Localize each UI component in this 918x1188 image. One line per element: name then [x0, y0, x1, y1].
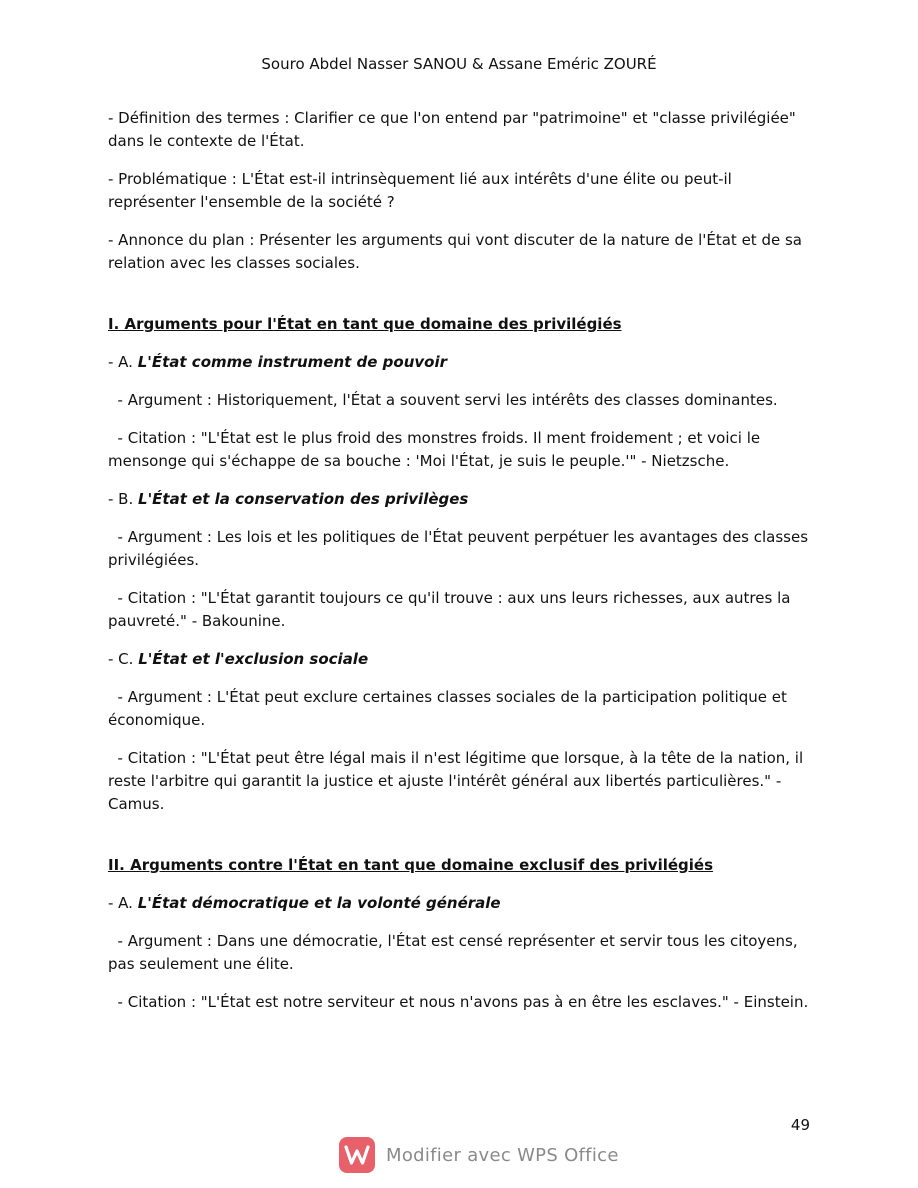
subsection-heading-1b — [108, 488, 813, 511]
section-title-2: II. Arguments contre l'État en tant que domaine exclusif des privilégiés — [108, 856, 714, 874]
subsection-heading-2a — [108, 892, 813, 915]
subsection-prefix: - A. — [108, 353, 138, 371]
argument-2a: - Argument : Dans une démocratie, l'État est censé représenter et servir tous les citoyens, pas seulement une élite. — [108, 932, 803, 973]
citation-1c: - Citation : "L'État peut être légal mais il n'est légitime que lorsque, à la tête de la nation, il reste l'arbitre qui garantit la justice et ajuste l'intérêt général aux libertés particulières." - Camus. — [108, 749, 808, 813]
intro-definition: - Définition des termes : Clarifier ce que l'on entend par "patrimoine" et "classe privilégiée" dans le contexte de l'État. — [108, 109, 796, 150]
subsection-label: L'État démocratique et la volonté générale — [137, 894, 501, 912]
subsection-heading-1c — [108, 648, 813, 671]
authors-line: Souro Abdel Nasser SANOU & Assane Eméric ZOURÉ — [261, 55, 657, 73]
argument-1a: - Argument : Historiquement, l'État a souvent servi les intérêts des classes dominantes. — [108, 391, 778, 409]
citation-1a: - Citation : "L'État est le plus froid des monstres froids. Il ment froidement ; et voici le mensonge qui s'échappe de sa bouche : 'Moi l'État, je suis le peuple.'" - Nietzsche. — [108, 429, 765, 470]
document-body — [108, 107, 813, 1029]
argument-1b: - Argument : Les lois et les politiques de l'État peuvent perpétuer les avantages des classes privilégiées. — [108, 528, 813, 569]
section-title-1: I. Arguments pour l'État en tant que domaine des privilégiés — [108, 315, 622, 333]
wps-edit-banner[interactable] — [339, 1137, 619, 1173]
page-number: 49 — [790, 1116, 810, 1134]
subsection-prefix: - C. — [108, 650, 139, 668]
wps-office-logo-icon — [339, 1137, 375, 1173]
argument-1c: - Argument : L'État peut exclure certaines classes sociales de la participation politique et économique. — [108, 688, 792, 729]
subsection-prefix: - B. — [108, 490, 139, 508]
intro-annonce-plan: - Annonce du plan : Présenter les arguments qui vont discuter de la nature de l'État et de sa relation avec les classes sociales. — [108, 231, 802, 272]
subsection-label: L'État et la conservation des privilèges — [138, 490, 469, 508]
page-header — [0, 54, 918, 74]
intro-problematique: - Problématique : L'État est-il intrinsèquement lié aux intérêts d'une élite ou peut-il représenter l'ensemble de la société ? — [108, 170, 732, 211]
subsection-label: L'État comme instrument de pouvoir — [137, 353, 447, 371]
citation-1b: - Citation : "L'État garantit toujours ce qu'il trouve : aux uns leurs richesses, aux autres la pauvreté." - Bakounine. — [108, 589, 796, 630]
subsection-heading-1a — [108, 351, 813, 374]
wps-edit-label[interactable]: Modifier avec WPS Office — [386, 1144, 619, 1166]
subsection-prefix: - A. — [108, 894, 138, 912]
citation-2a: - Citation : "L'État est notre serviteur et nous n'avons pas à en être les esclaves." - Einstein. — [108, 993, 809, 1011]
subsection-label: L'État et l'exclusion sociale — [138, 650, 369, 668]
